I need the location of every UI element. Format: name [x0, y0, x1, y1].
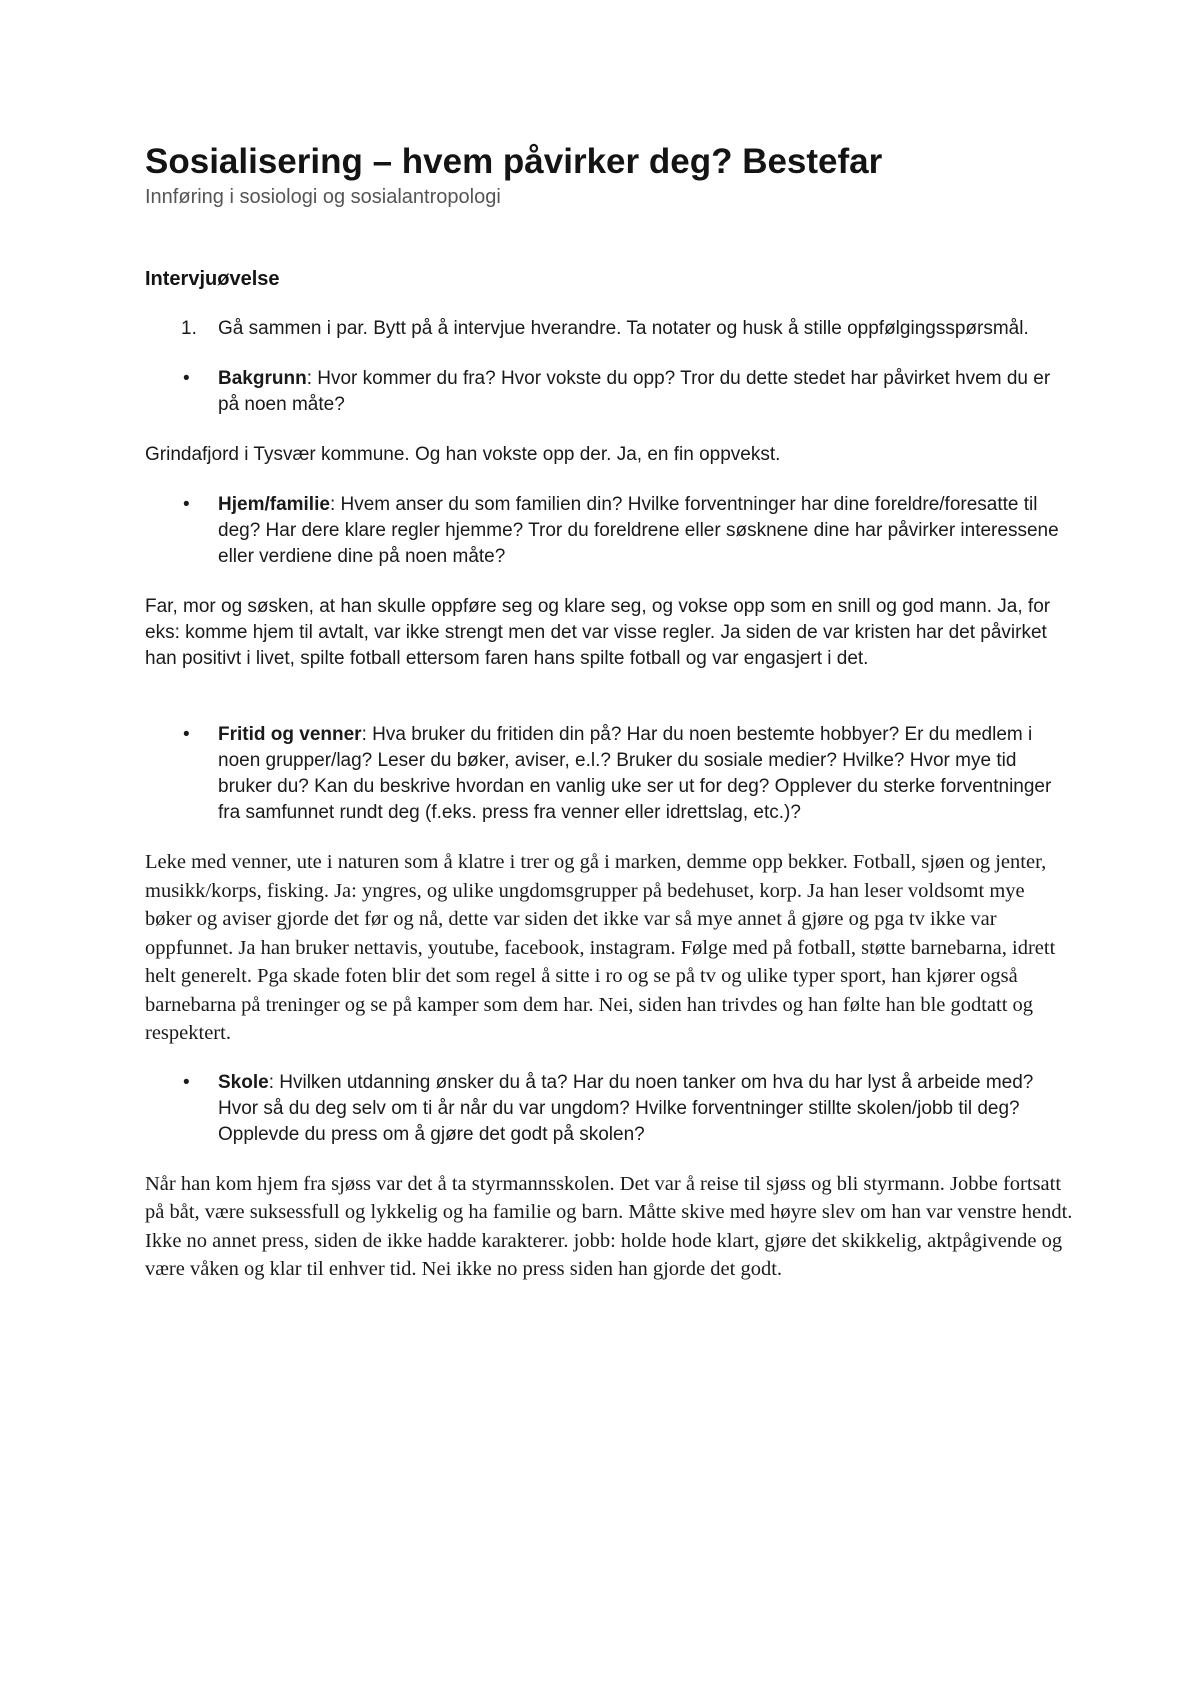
- question-fritid-venner: [145, 722, 1075, 826]
- answer-hjem-familie: Far, mor og søsken, at han skulle oppføre seg og klare seg, og vokse opp som en snill og god mann. Ja, for eks: komme hjem til avtalt, var ikke strengt men det var visse regler. Ja siden de var kristen har det påvirket han positivt i livet, spilte fotball ettersom faren hans spilte fotball og var engasjert i det.: [145, 596, 1051, 669]
- question-bakgrunn: [145, 366, 1075, 418]
- document-content: [145, 140, 1075, 1284]
- question-text: : Hvem anser du som familien din? Hvilke forventninger har dine foreldre/foresatte til deg? Har dere klare regler hjemme? Tror du foreldrene eller søsknene dine har påvirker interessene eller verdiene dine på noen måte?: [218, 494, 1059, 567]
- question-text: : Hva bruker du fritiden din på? Har du noen bestemte hobbyer? Er du medlem i noen grupper/lag? Leser du bøker, aviser, e.l.? Bruker du sosiale medier? Hvilke? Hvor mye tid bruker du? Kan du beskrive hvordan en vanlig uke ser ut for deg? Opplever du sterke forventninger fra samfunnet rundt deg (f.eks. press fra venner eller idrettslag, etc.)?: [218, 724, 1052, 823]
- bullet-icon: •: [183, 494, 190, 515]
- page-title: Sosialisering – hvem påvirker deg? Bestefar: [145, 142, 883, 181]
- question-label: Skole: [218, 1071, 269, 1093]
- question-label: Bakgrunn: [218, 368, 307, 389]
- question-text: : Hvor kommer du fra? Hvor vokste du opp? Tror du dette stedet har påvirket hvem du er på noen måte?: [218, 368, 1051, 415]
- answer-fritid-venner: Leke med venner, ute i naturen som å klatre i trer og gå i marken, demme opp bekker. Fotball, sjøen og jenter, musikk/korps, fisking. Ja: yngres, og ulike ungdomsgrupper på bedehuset, korp. Ja han leser voldsomt mye bøker og aviser gjorde det før og nå, dette var siden det ikke var så mye annet å gjøre og pga tv ikke var oppfunnet. Ja han bruker nettavis, youtube, facebook, instagram. Følge med på fotball, støtte barnebarna, idrett helt generelt. Pga skade foten blir det som regel å sitte i ro og se på tv og ulike typer sport, han kjører også barnebarna på treninger og se på kamper som dem har. Nei, siden han trivdes og han følte han ble godtatt og respektert.: [145, 851, 1056, 1044]
- answer-skole: Når han kom hjem fra sjøss var det å ta styrmannsskolen. Det var å reise til sjøss og bli styrmann. Jobbe fortsatt på båt, være suksessfull og lykkelig og ha familie og barn. Måtte skive med høyre slev om han var venstre hendt. Ikke no annet press, siden de ikke hadde karakterer. jobb: holde hode klart, gjøre det skikkelig, aktpågivende og være våken og klar til enhver tid. Nei ikke no press siden han gjorde det godt.: [145, 1172, 1073, 1280]
- question-text: : Hvilken utdanning ønsker du å ta? Har du noen tanker om hva du har lyst å arbeide med? Hvor så du deg selv om ti år når du var ungdom? Hvilke forventninger stillte skolen/jobb til deg? Opplevde du press om å gjøre det godt på skolen?: [218, 1071, 1034, 1145]
- question-skole: [145, 1070, 1075, 1148]
- question-label: Hjem/familie: [218, 494, 330, 515]
- bullet-icon: •: [183, 368, 190, 389]
- question-hjem-familie: [145, 492, 1075, 570]
- task-text: Gå sammen i par. Bytt på å intervjue hverandre. Ta notater og husk å stille oppfølgingsspørsmål.: [218, 318, 1029, 339]
- page-subtitle: Innføring i sosiologi og sosialantropologi: [145, 186, 501, 208]
- section-heading: Intervjuøvelse: [145, 268, 280, 290]
- bullet-icon: •: [183, 724, 190, 745]
- question-label: Fritid og venner: [218, 724, 362, 745]
- bullet-icon: •: [183, 1071, 190, 1093]
- task-number: 1.: [181, 318, 197, 339]
- task-item: [145, 316, 1075, 342]
- answer-bakgrunn: Grindafjord i Tysvær kommune. Og han vokste opp der. Ja, en fin oppvekst.: [145, 444, 781, 465]
